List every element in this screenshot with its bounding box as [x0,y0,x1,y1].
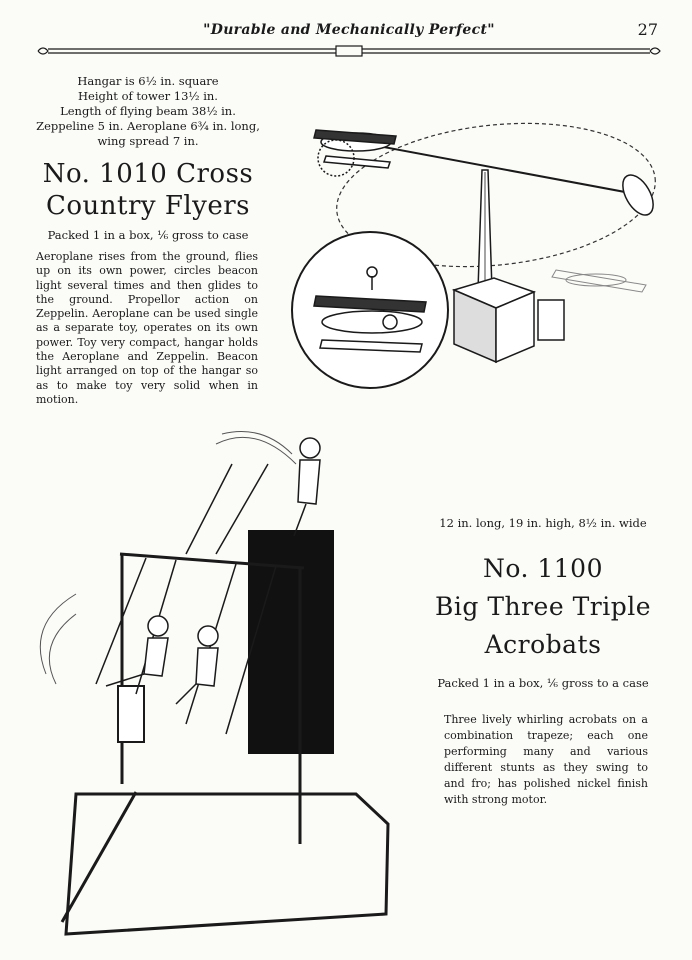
item-1010-title-line1: No. 1010 Cross [42,159,254,189]
cross-country-flyers-illustration [286,100,666,400]
item-1100-dimensions: 12 in. long, 19 in. high, 8½ in. wide [439,516,647,530]
item-1010-title [28,158,268,222]
spec-line: Hangar is 6½ in. square [77,74,219,88]
item-1100-packed: Packed 1 in a box, ⅙ gross to a case [437,676,649,690]
item-1100-title-line2: Big Three Triple [435,592,651,621]
page-header [36,18,662,62]
item-1010-specs [28,74,268,149]
item-1100-description: Three lively whirling acrobats on a combination trapeze; each one performing many and various different stunts as they swing to and fro; has polished nickel finish with strong motor. [444,713,648,806]
spec-line: wing spread 7 in. [97,134,199,148]
triple-acrobats-illustration [36,424,426,954]
header-ornamental-rule [36,44,662,58]
spec-line: Length of flying beam 38½ in. [60,104,236,118]
item-1010-description: Aeroplane rises from the ground, flies up on its own power, circles beacon light several times and then glides to the ground. Propellor action on Zeppelin. Aeroplane can be used single as a separate toy, operates on its own power. Toy very compact, hangar holds the Aeroplane and Zeppelin. Beacon light arranged on top of the hangar so as to make toy very solid when in motion. [36,250,258,406]
page-number: 27 [637,20,658,39]
item-1100-title [418,550,668,664]
item-1100-title-line1: No. 1100 [482,554,603,583]
spec-line: Height of tower 13½ in. [78,89,218,103]
header-title: "Durable and Mechanically Perfect" [203,22,495,38]
item-1010-title-line2: Country Flyers [45,191,251,221]
item-1100-title-line3: Acrobats [484,630,602,659]
item-1010-packed: Packed 1 in a box, ⅙ gross to case [47,228,249,242]
spec-line: Zeppeline 5 in. Aeroplane 6¾ in. long, [36,119,260,133]
